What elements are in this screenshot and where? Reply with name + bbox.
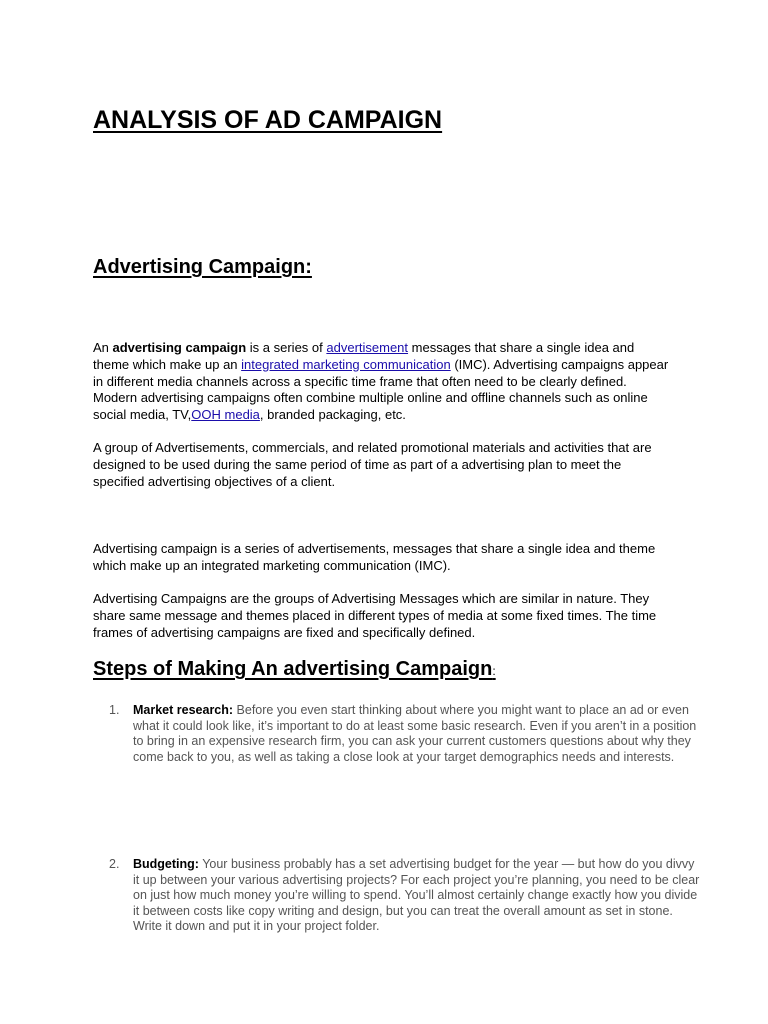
list-item-text: Before you even start thinking about where you might want to place an ad or even what it could look like, it’s important to do at least some basic research. Even if you aren’t in a position to bring in an expensive research firm, you can ask your current customers questions about why they come back to you, as well as taking a close look at your target demographics needs and interests. <box>133 703 697 764</box>
document-title: ANALYSIS OF AD CAMPAIGN <box>93 106 443 134</box>
list-item-lead: Budgeting: <box>133 857 199 871</box>
list-item-budgeting <box>109 857 703 935</box>
link-ooh-media[interactable]: OOH media <box>191 407 260 423</box>
list-number: 1. <box>109 703 120 717</box>
paragraph-groups-of-messages: Advertising Campaigns are the groups of Advertising Messages which are similar in nature. They share same message and themes placed in different types of media at some fixed times. The time frames of advertising campaigns are fixed and specifically defined. <box>93 591 657 640</box>
section-heading-advertising-campaign: Advertising Campaign: <box>93 256 312 278</box>
list-number: 2. <box>109 857 120 871</box>
list-item-market-research <box>109 703 703 765</box>
link-integrated-marketing-communication[interactable]: integrated marketing communication <box>241 356 451 372</box>
list-item-lead: Market research: <box>133 703 234 717</box>
list-item-text: Your business probably has a set advertising budget for the year — but how do you divvy it up between your various advertising projects? For each project you’re planning, you need to be clear on just how much money you’re willing to spend. You’ll almost certainly change exactly how you divide it between costs like copy writing and design, but you can treat the overall amount as set in stone. Write it down and put it in your project folder. <box>133 857 700 933</box>
link-advertisement[interactable]: advertisement <box>326 340 409 355</box>
paragraph-definition: An advertising campaign is a series of advertisement messages that share a single idea and theme which make up an integrated marketing communication (IMC). Advertising campaigns appear in different media channels across a specific time frame that often need to be clearly defined. Modern advertising campaigns often combine multiple online and offline channels such as online social media, TV,OOH media, branded packaging, etc. <box>93 340 669 423</box>
paragraph-group-of-ads: A group of Advertisements, commercials, and related promotional materials and activities that are designed to be used during the same period of time as part of a advertising plan to meet the specified advertising objectives of a client. <box>93 440 652 489</box>
paragraph-series-of-ads: Advertising campaign is a series of advertisements, messages that share a single idea and theme which make up an integrated marketing communication (IMC). <box>93 541 656 573</box>
section-heading-steps: Steps of Making An advertising Campaign: <box>93 658 496 680</box>
bold-term: advertising campaign <box>112 340 247 355</box>
